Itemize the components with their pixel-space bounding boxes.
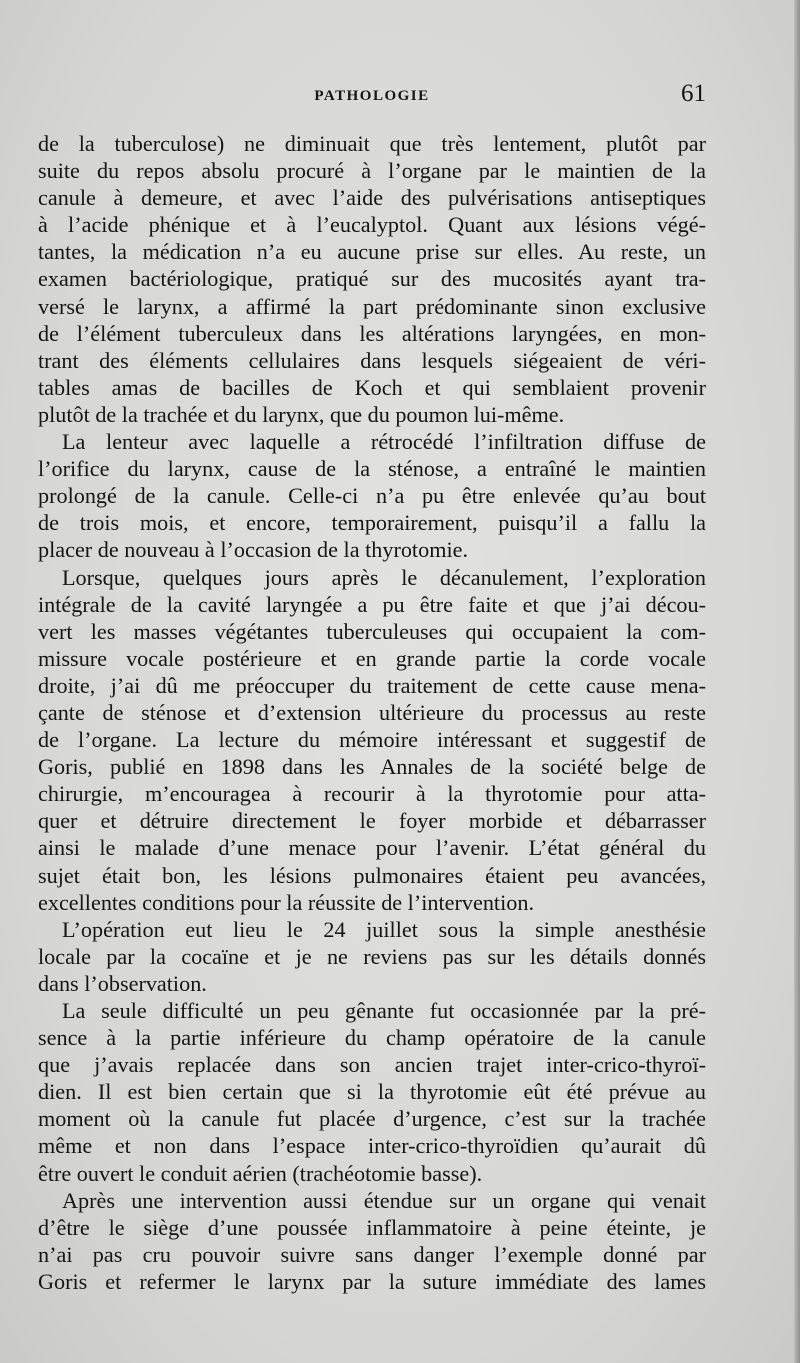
text-line: l’orifice du larynx, cause de la sténose, a entraîné le maintien — [38, 456, 706, 482]
text-line: Goris, publié en 1898 dans les Annales de la société belge de — [38, 754, 706, 780]
text-line: tables amas de bacilles de Koch et qui semblaient provenir — [38, 374, 706, 400]
text-line: intégrale de la cavité laryngée a pu être faite et que j’ai décou- — [38, 591, 706, 617]
text-line: locale par la cocaïne et je ne reviens pas sur les détails donnés — [38, 943, 706, 969]
text-line: canule à demeure, et avec l’aide des pulvérisations antiseptiques — [38, 185, 706, 211]
text-line: que j’avais replacée dans son ancien trajet inter-crico-thyroï- — [38, 1052, 706, 1078]
text-line: de l’élément tuberculeux dans les altérations laryngées, en mon- — [38, 320, 706, 346]
text-line: L’opération eut lieu le 24 juillet sous la simple anesthésie — [62, 916, 706, 942]
text-line: prolongé de la canule. Celle-ci n’a pu être enlevée qu’au bout — [38, 483, 706, 509]
text-line: quer et détruire directement le foyer morbide et débarrasser — [38, 808, 706, 834]
paragraph — [38, 1187, 706, 1295]
text-line: suite du repos absolu procuré à l’organe par le maintien de la — [38, 158, 706, 184]
page-header — [38, 78, 706, 118]
text-line: tantes, la médication n’a eu aucune prise sur elles. Au reste, un — [38, 239, 706, 265]
text-line: même et non dans l’espace inter-crico-thyroïdien qu’aurait dû — [38, 1133, 706, 1159]
text-line: Goris et refermer le larynx par la suture immédiate des lames — [38, 1268, 706, 1294]
text-line: de la tuberculose) ne diminuait que très lentement, plutôt par — [38, 131, 706, 156]
text-line: examen bactériologique, pratiqué sur des mucosités ayant tra- — [38, 266, 706, 292]
text-line: versé le larynx, a affirmé la part prédominante sinon exclusive — [38, 293, 706, 319]
body-text — [38, 130, 706, 1295]
text-line: trant des éléments cellulaires dans lesquels siégeaient de véri- — [38, 347, 706, 373]
text-line: plutôt de la trachée et du larynx, que du poumon lui-même. — [38, 401, 565, 427]
text-line: de l’organe. La lecture du mémoire intéressant et suggestif de — [38, 727, 706, 753]
text-line: n’ai pas cru pouvoir suivre sans danger l’exemple donné par — [38, 1241, 706, 1267]
text-line: missure vocale postérieure et en grande partie la corde vocale — [38, 645, 706, 671]
text-line: Lorsque, quelques jours après le décanulement, l’exploration — [62, 564, 706, 590]
paragraph — [38, 428, 706, 563]
paragraph — [38, 916, 706, 997]
page-edge-shadow — [794, 0, 800, 1363]
paragraph — [38, 564, 706, 916]
running-head: PATHOLOGIE — [314, 88, 430, 104]
text-line: de trois mois, et encore, temporairement, puisqu’il a fallu la — [38, 510, 706, 536]
text-line: La lenteur avec laquelle a rétrocédé l’infiltration diffuse de — [62, 429, 706, 455]
text-line: à l’acide phénique et à l’eucalyptol. Quant aux lésions végé- — [38, 212, 706, 238]
text-line: sence à la partie inférieure du champ opératoire de la canule — [38, 1025, 706, 1051]
text-line: placer de nouveau à l’occasion de la thyrotomie. — [38, 537, 469, 563]
text-line: sujet était bon, les lésions pulmonaires étaient peu avancées, — [38, 862, 706, 888]
text-line: dans l’observation. — [38, 970, 207, 996]
text-line: dien. Il est bien certain que si la thyrotomie eût été prévue au — [38, 1079, 706, 1105]
text-line: chirurgie, m’encouragea à recourir à la thyrotomie pour atta- — [38, 781, 706, 807]
text-line: droite, j’ai dû me préoccuper du traitement de cette cause mena- — [38, 672, 706, 698]
text-line: çante de sténose et d’extension ultérieure du processus au reste — [38, 699, 706, 725]
text-line: être ouvert le conduit aérien (trachéotomie basse). — [38, 1160, 483, 1186]
text-line: moment où la canule fut placée d’urgence, c’est sur la trachée — [38, 1106, 706, 1132]
page-number: 61 — [681, 80, 706, 107]
paragraph — [38, 130, 706, 428]
paragraph — [38, 997, 706, 1187]
text-line: excellentes conditions pour la réussite de l’intervention. — [38, 889, 534, 915]
text-line: vert les masses végétantes tuberculeuses qui occupaient la com- — [38, 618, 706, 644]
text-line: ainsi le malade d’une menace pour l’avenir. L’état général du — [38, 835, 706, 861]
text-line: La seule difficulté un peu gênante fut occasionnée par la pré- — [62, 998, 706, 1023]
text-line: d’être le siège d’une poussée inflammatoire à peine éteinte, je — [38, 1214, 706, 1240]
text-line: Après une intervention aussi étendue sur un organe qui venait — [62, 1187, 706, 1213]
